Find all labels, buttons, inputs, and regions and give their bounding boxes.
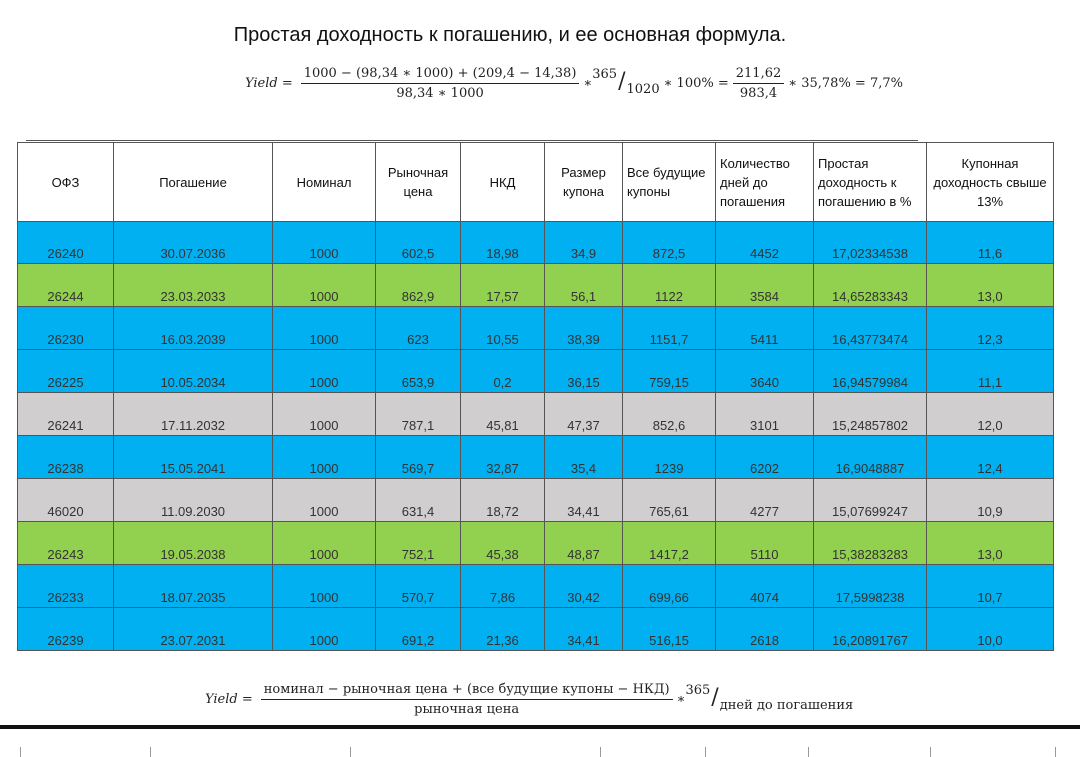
table-header-row bbox=[18, 143, 1054, 222]
cell-ofz: 26239 bbox=[18, 608, 114, 651]
cell-market-price: 602,5 bbox=[376, 222, 461, 264]
cell-maturity: 16.03.2039 bbox=[114, 307, 273, 350]
cell-nkd: 18,98 bbox=[461, 222, 545, 264]
cell-nominal: 1000 bbox=[273, 264, 376, 307]
page-title: Простая доходность к погашению, и ее основная формула. bbox=[233, 24, 787, 46]
cell-simple-yield: 15,07699247 bbox=[814, 479, 927, 522]
cell-ofz: 26240 bbox=[18, 222, 114, 264]
cell-coupon-size: 34,41 bbox=[545, 608, 623, 651]
cell-coupon-yield: 13,0 bbox=[927, 264, 1054, 307]
cell-coupon-yield: 10,0 bbox=[927, 608, 1054, 651]
cell-ofz: 26225 bbox=[18, 350, 114, 393]
header-maturity: Погашение bbox=[114, 143, 273, 222]
cell-future-coupons: 759,15 bbox=[623, 350, 716, 393]
cell-future-coupons: 765,61 bbox=[623, 479, 716, 522]
cell-maturity: 18.07.2035 bbox=[114, 565, 273, 608]
cell-coupon-size: 48,87 bbox=[545, 522, 623, 565]
cell-nominal: 1000 bbox=[273, 522, 376, 565]
cell-nominal: 1000 bbox=[273, 350, 376, 393]
cell-coupon-yield: 10,7 bbox=[927, 565, 1054, 608]
cell-coupon-yield: 12,4 bbox=[927, 436, 1054, 479]
cell-days-to-maturity: 4277 bbox=[716, 479, 814, 522]
header-coupon-yield: Купонная доходность свыше 13% bbox=[927, 143, 1054, 222]
cell-days-to-maturity: 5411 bbox=[716, 307, 814, 350]
cell-ofz: 26238 bbox=[18, 436, 114, 479]
cell-coupon-size: 34,41 bbox=[545, 479, 623, 522]
cell-nominal: 1000 bbox=[273, 222, 376, 264]
cell-days-to-maturity: 5110 bbox=[716, 522, 814, 565]
table-row bbox=[18, 393, 1054, 436]
cell-simple-yield: 15,24857802 bbox=[814, 393, 927, 436]
cell-simple-yield: 16,9048887 bbox=[814, 436, 927, 479]
cell-future-coupons: 1239 bbox=[623, 436, 716, 479]
cell-days-to-maturity: 4074 bbox=[716, 565, 814, 608]
cell-future-coupons: 1122 bbox=[623, 264, 716, 307]
cell-days-to-maturity: 6202 bbox=[716, 436, 814, 479]
table-row bbox=[18, 222, 1054, 264]
formula-result-fraction bbox=[733, 66, 785, 101]
cell-coupon-size: 47,37 bbox=[545, 393, 623, 436]
cell-nominal: 1000 bbox=[273, 608, 376, 651]
cell-market-price: 752,1 bbox=[376, 522, 461, 565]
general-formula-days-denominator: дней до погашения bbox=[719, 698, 854, 713]
cell-ofz: 26233 bbox=[18, 565, 114, 608]
cell-ofz: 26241 bbox=[18, 393, 114, 436]
cell-market-price: 623 bbox=[376, 307, 461, 350]
formula-result-numerator: 211,62 bbox=[733, 66, 785, 84]
ofz-bonds-table bbox=[17, 142, 1054, 651]
header-ofz: ОФЗ bbox=[18, 143, 114, 222]
cell-future-coupons: 872,5 bbox=[623, 222, 716, 264]
formula-result-denominator: 983,4 bbox=[739, 86, 778, 101]
cell-maturity: 10.05.2034 bbox=[114, 350, 273, 393]
cell-market-price: 653,9 bbox=[376, 350, 461, 393]
general-formula-fraction bbox=[261, 682, 673, 717]
cell-nominal: 1000 bbox=[273, 479, 376, 522]
header-nkd: НКД bbox=[461, 143, 545, 222]
cell-future-coupons: 699,66 bbox=[623, 565, 716, 608]
cell-future-coupons: 1151,7 bbox=[623, 307, 716, 350]
cell-market-price: 569,7 bbox=[376, 436, 461, 479]
cell-coupon-size: 56,1 bbox=[545, 264, 623, 307]
cell-coupon-size: 35,4 bbox=[545, 436, 623, 479]
cell-market-price: 570,7 bbox=[376, 565, 461, 608]
cell-nominal: 1000 bbox=[273, 436, 376, 479]
formula-fraction bbox=[301, 66, 580, 101]
header-market-price: Рыночная цена bbox=[376, 143, 461, 222]
table-body bbox=[18, 222, 1054, 651]
header-nominal: Номинал bbox=[273, 143, 376, 222]
cell-maturity: 23.03.2033 bbox=[114, 264, 273, 307]
example-yield-formula bbox=[245, 66, 903, 101]
header-coupon-size: Размер купона bbox=[545, 143, 623, 222]
table-row bbox=[18, 264, 1054, 307]
cell-coupon-yield: 12,0 bbox=[927, 393, 1054, 436]
table-row bbox=[18, 565, 1054, 608]
formula-denominator: 98,34 ∗ 1000 bbox=[396, 86, 484, 101]
cell-nkd: 21,36 bbox=[461, 608, 545, 651]
cell-coupon-size: 30,42 bbox=[545, 565, 623, 608]
cell-maturity: 11.09.2030 bbox=[114, 479, 273, 522]
cell-maturity: 17.11.2032 bbox=[114, 393, 273, 436]
cell-simple-yield: 15,38283283 bbox=[814, 522, 927, 565]
cell-nkd: 45,81 bbox=[461, 393, 545, 436]
cell-maturity: 23.07.2031 bbox=[114, 608, 273, 651]
cell-coupon-size: 34,9 bbox=[545, 222, 623, 264]
cell-future-coupons: 1417,2 bbox=[623, 522, 716, 565]
cell-nkd: 18,72 bbox=[461, 479, 545, 522]
cell-nominal: 1000 bbox=[273, 307, 376, 350]
cell-simple-yield: 14,65283343 bbox=[814, 264, 927, 307]
formula-slash: / bbox=[618, 69, 626, 94]
cell-nominal: 1000 bbox=[273, 393, 376, 436]
table-row bbox=[18, 436, 1054, 479]
cell-market-price: 787,1 bbox=[376, 393, 461, 436]
cell-coupon-yield: 11,1 bbox=[927, 350, 1054, 393]
cell-coupon-yield: 10,9 bbox=[927, 479, 1054, 522]
cell-simple-yield: 17,02334538 bbox=[814, 222, 927, 264]
cell-simple-yield: 16,43773474 bbox=[814, 307, 927, 350]
cell-maturity: 15.05.2041 bbox=[114, 436, 273, 479]
divider-line bbox=[26, 140, 918, 141]
general-formula-denominator: рыночная цена bbox=[414, 702, 520, 717]
formula-days-numerator: 365 bbox=[592, 67, 618, 82]
cell-days-to-maturity: 3101 bbox=[716, 393, 814, 436]
table-row bbox=[18, 608, 1054, 651]
formula-multiply: ∗ bbox=[583, 76, 593, 91]
cell-nkd: 7,86 bbox=[461, 565, 545, 608]
cell-nkd: 17,57 bbox=[461, 264, 545, 307]
header-simple-yield: Простая доходность к погашению в % bbox=[814, 143, 927, 222]
bottom-rule bbox=[0, 725, 1080, 729]
cell-days-to-maturity: 2618 bbox=[716, 608, 814, 651]
cell-ofz: 26243 bbox=[18, 522, 114, 565]
cell-coupon-size: 38,39 bbox=[545, 307, 623, 350]
cell-days-to-maturity: 3584 bbox=[716, 264, 814, 307]
cell-simple-yield: 16,94579984 bbox=[814, 350, 927, 393]
cell-days-to-maturity: 4452 bbox=[716, 222, 814, 264]
cell-nkd: 45,38 bbox=[461, 522, 545, 565]
cell-nkd: 32,87 bbox=[461, 436, 545, 479]
header-days-to-maturity: Количество дней до погашения bbox=[716, 143, 814, 222]
cell-market-price: 691,2 bbox=[376, 608, 461, 651]
bottom-ticks bbox=[0, 747, 1080, 757]
cell-maturity: 30.07.2036 bbox=[114, 222, 273, 264]
general-formula-slash: / bbox=[711, 685, 719, 710]
cell-future-coupons: 852,6 bbox=[623, 393, 716, 436]
table-row bbox=[18, 479, 1054, 522]
cell-future-coupons: 516,15 bbox=[623, 608, 716, 651]
cell-simple-yield: 16,20891767 bbox=[814, 608, 927, 651]
cell-nkd: 10,55 bbox=[461, 307, 545, 350]
cell-ofz: 26230 bbox=[18, 307, 114, 350]
formula-numerator: 1000 − (98,34 ∗ 1000) + (209,4 − 14,38) bbox=[301, 66, 580, 84]
cell-market-price: 631,4 bbox=[376, 479, 461, 522]
formula-result-tail: ∗ 35,78% = 7,7% bbox=[788, 76, 903, 91]
general-formula-multiply: ∗ bbox=[676, 692, 686, 707]
cell-maturity: 19.05.2038 bbox=[114, 522, 273, 565]
general-formula-days-numerator: 365 bbox=[685, 683, 711, 698]
cell-coupon-yield: 13,0 bbox=[927, 522, 1054, 565]
general-formula-numerator: номинал − рыночная цена + (все будущие купоны − НКД) bbox=[261, 682, 673, 700]
header-future-coupons: Все будущие купоны bbox=[623, 143, 716, 222]
cell-market-price: 862,9 bbox=[376, 264, 461, 307]
cell-days-to-maturity: 3640 bbox=[716, 350, 814, 393]
formula-percent: ∗ 100% = bbox=[663, 76, 729, 91]
cell-coupon-yield: 12,3 bbox=[927, 307, 1054, 350]
general-yield-formula bbox=[205, 682, 853, 717]
formula-days-denominator: 1020 bbox=[626, 82, 660, 97]
cell-ofz: 46020 bbox=[18, 479, 114, 522]
cell-ofz: 26244 bbox=[18, 264, 114, 307]
cell-nkd: 0,2 bbox=[461, 350, 545, 393]
table-row bbox=[18, 307, 1054, 350]
cell-coupon-size: 36,15 bbox=[545, 350, 623, 393]
table-row bbox=[18, 522, 1054, 565]
cell-coupon-yield: 11,6 bbox=[927, 222, 1054, 264]
table-row bbox=[18, 350, 1054, 393]
general-formula-lhs: Yield = bbox=[205, 692, 253, 707]
formula-lhs: Yield = bbox=[245, 76, 293, 91]
cell-simple-yield: 17,5998238 bbox=[814, 565, 927, 608]
cell-nominal: 1000 bbox=[273, 565, 376, 608]
